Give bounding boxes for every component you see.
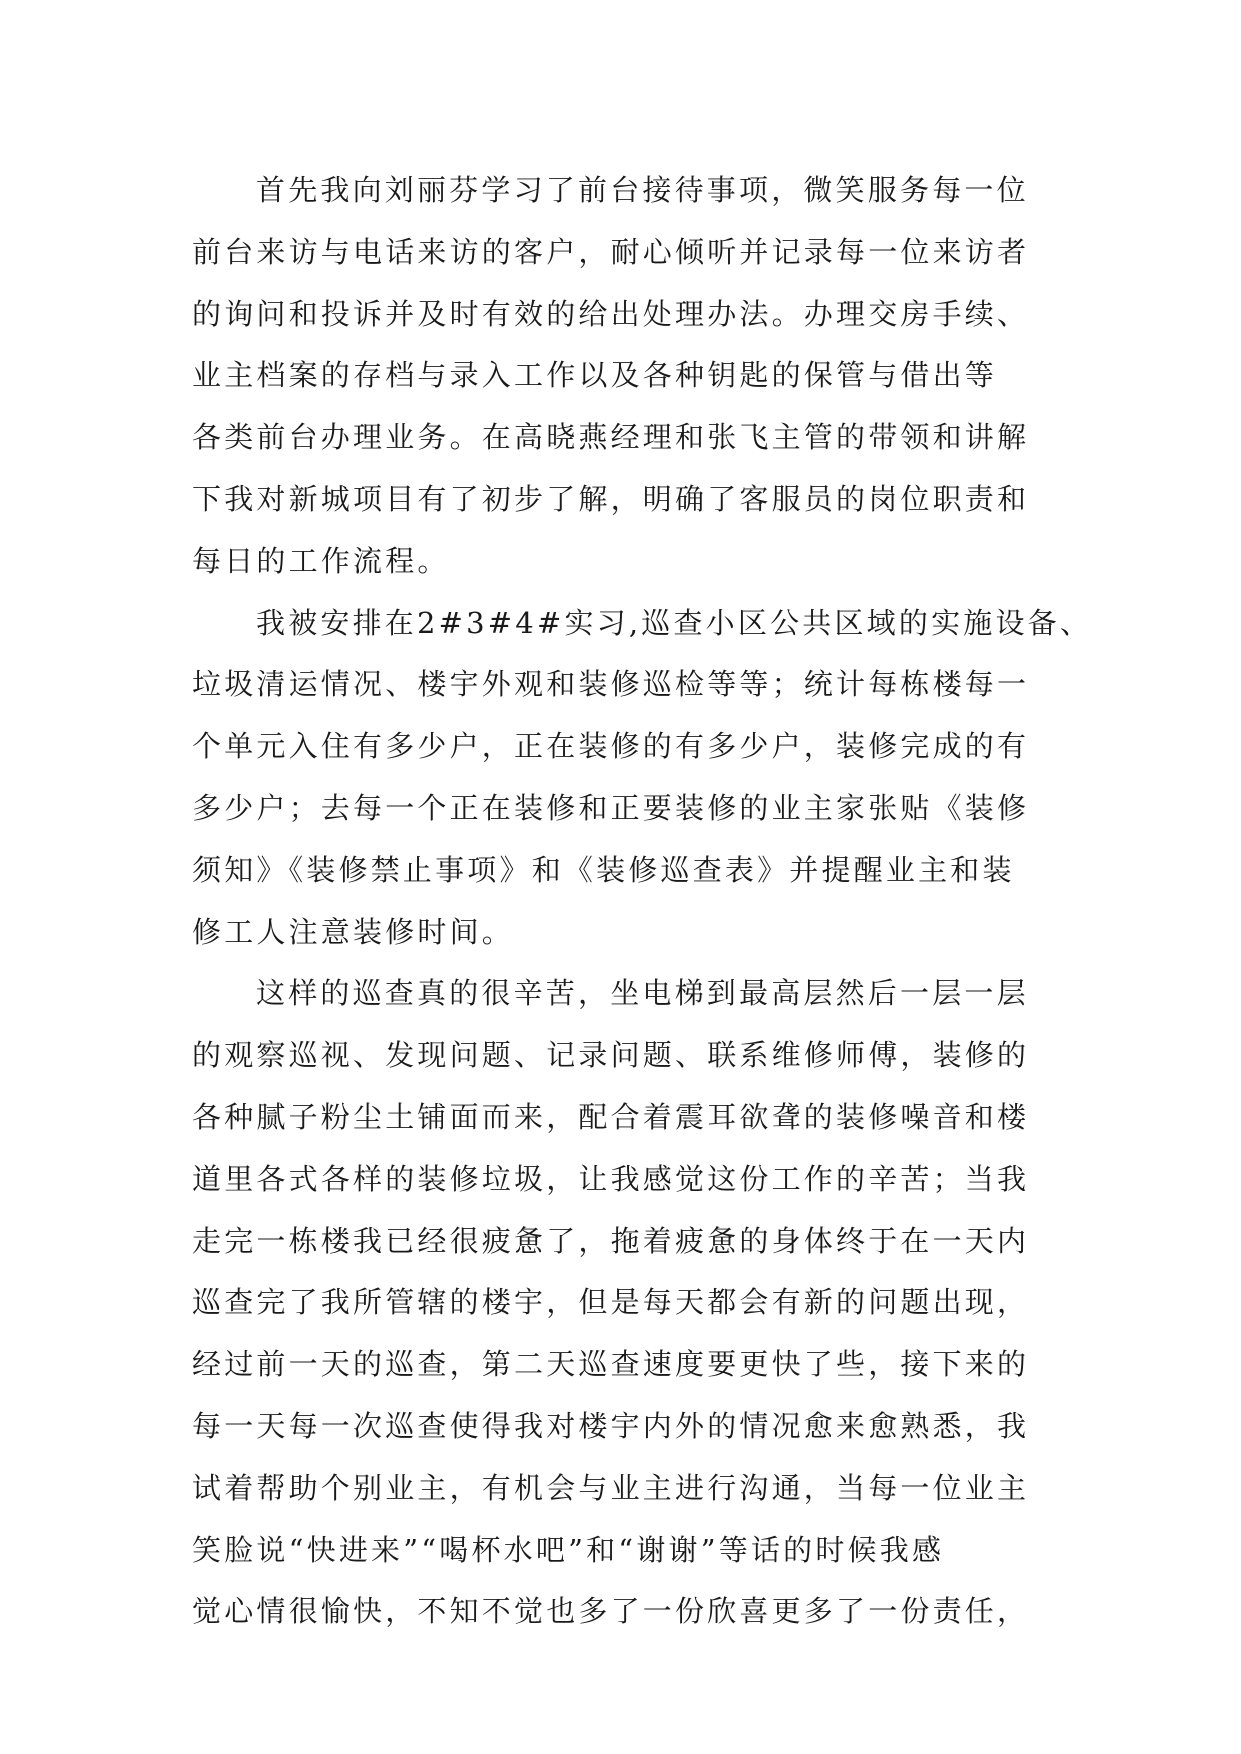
paragraph-2 — [192, 593, 1093, 964]
text-line: 觉心情很愉快，不知不觉也多了一份欣喜更多了一份责任， — [192, 1594, 1030, 1629]
text-line: 巡查完了我所管辖的楼宇，但是每天都会有新的问题出现， — [192, 1285, 1030, 1320]
text-line: 笑脸说“快进来”“喝杯水吧”和“谢谢”等话的时候我感 — [192, 1532, 945, 1567]
text-line: 经过前一天的巡查，第二天巡查速度要更快了些，接下来的 — [192, 1347, 1030, 1382]
paragraph-1 — [192, 160, 1072, 593]
text-line: 多少户；去每一个正在装修和正要装修的业主家张贴《装修 — [192, 790, 1030, 825]
text-line: 下我对新城项目有了初步了解，明确了客服员的岗位职责和 — [192, 481, 1030, 516]
text-line: 这样的巡查真的很辛苦，坐电梯到最高层然后一层一层 — [256, 976, 1029, 1011]
text-line: 每一天每一次巡查使得我对楼宇内外的情况愈来愈熟悉，我 — [192, 1408, 1030, 1443]
text-line: 前台来访与电话来访的客户，耐心倾听并记录每一位来访者 — [192, 234, 1030, 269]
text-line: 试着帮助个别业主，有机会与业主进行沟通，当每一位业主 — [192, 1470, 1030, 1505]
text-line: 的观察巡视、发现问题、记录问题、联系维修师傅，装修的 — [192, 1038, 1030, 1073]
text-line: 首先我向刘丽芬学习了前台接待事项，微笑服务每一位 — [256, 173, 1029, 207]
text-line: 的询问和投诉并及时有效的给出处理办法。办理交房手续、 — [192, 296, 1030, 331]
text-line: 我被安排在2#3#4#实习,巡查小区公共区域的实施设备、 — [256, 605, 1093, 640]
paragraph-3 — [192, 963, 1072, 1643]
text-line: 业主档案的存档与录入工作以及各种钥匙的保管与借出等 — [192, 358, 998, 393]
text-line: 走完一栋楼我已经很疲惫了，拖着疲惫的身体终于在一天内 — [192, 1223, 1030, 1258]
text-line: 个单元入住有多少户，正在装修的有多少户，装修完成的有 — [192, 729, 1030, 764]
text-line: 每日的工作流程。 — [192, 543, 450, 578]
text-line: 须知》《装修禁止事项》和《装修巡查表》并提醒业主和装 — [192, 852, 1015, 887]
text-line: 垃圾清运情况、楼宇外观和装修巡检等等；统计每栋楼每一 — [192, 667, 1030, 702]
text-line: 道里各式各样的装修垃圾，让我感觉这份工作的辛苦；当我 — [192, 1161, 1030, 1196]
text-line: 修工人注意装修时间。 — [192, 914, 515, 949]
text-line: 各种腻子粉尘土铺面而来，配合着震耳欲聋的装修噪音和楼 — [192, 1099, 1030, 1134]
document-body — [192, 160, 1093, 1643]
text-line: 各类前台办理业务。在高晓燕经理和张飞主管的带领和讲解 — [192, 420, 1030, 455]
